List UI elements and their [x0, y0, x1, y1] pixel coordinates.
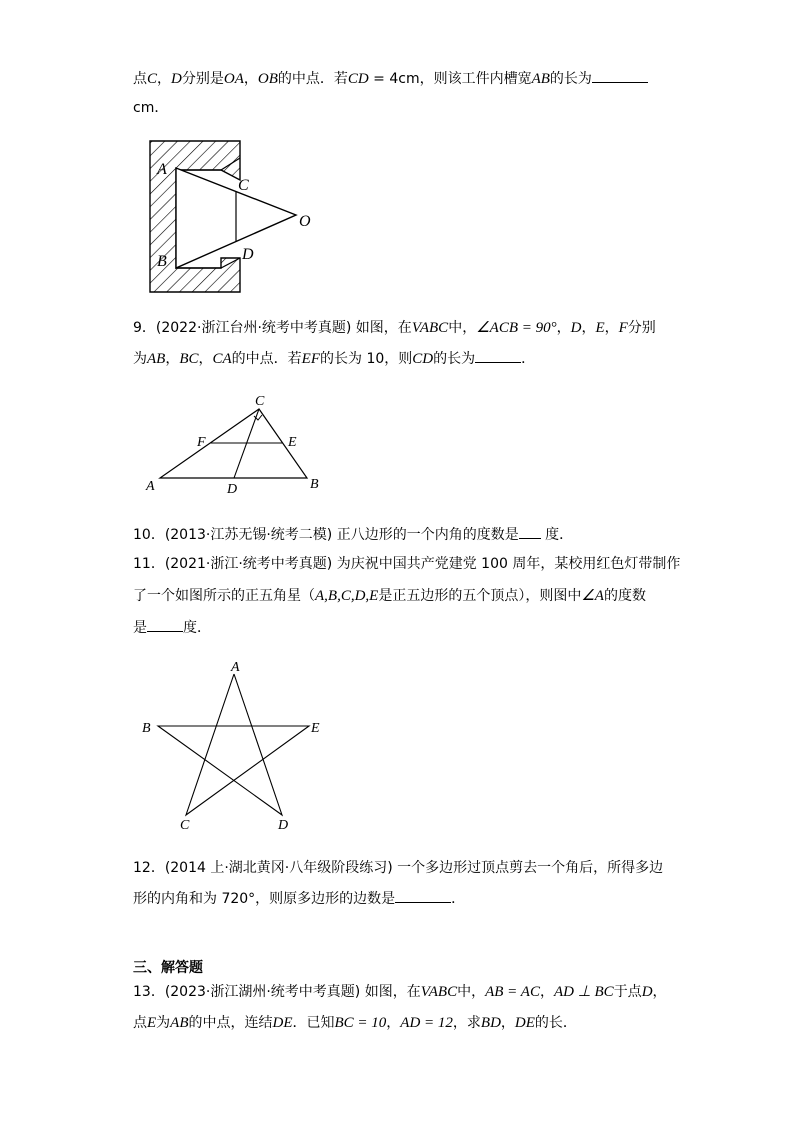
q8-text-line2: cm．	[133, 100, 169, 116]
q8-text-line1: 点C，D分别是OA，OB的中点．若CD = 4cm，则该工件内槽宽AB的长为	[133, 68, 648, 89]
q13-text-line1: 13．(2023·浙江湖州·统考中考真题) 如图，在VABC中，AB = AC，AD ⊥ BC于点D，	[133, 984, 667, 1000]
label-c: C	[180, 818, 190, 833]
label-a: A	[146, 479, 155, 494]
q11-star-figure	[142, 660, 320, 833]
q9-text-line2: 为AB，BC，CA的中点．若EF的长为 10，则CD的长为 ．	[133, 348, 535, 369]
q11-text-line3: 是 度．	[133, 617, 211, 638]
q12-text-line1: 12．(2014 上·湖北黄冈·八年级阶段练习) 一个多边形过顶点剪去一个角后，所得多边	[133, 860, 664, 876]
q11-text-line2: 了一个如图所示的正五角星（A,B,C,D,E是正五边形的五个顶点），则图中∠A的度数	[133, 588, 646, 604]
label-e: E	[288, 435, 297, 450]
answer-blank[interactable]	[519, 524, 541, 539]
pentagram	[158, 674, 309, 815]
label-c: C	[238, 177, 249, 194]
answer-blank[interactable]	[395, 888, 451, 903]
q13-text-line2: 点E为AB的中点，连结DE．已知BC = 10，AD = 12，求BD，DE的长．	[133, 1015, 577, 1031]
label-d: D	[227, 482, 238, 497]
label-a: A	[157, 161, 167, 178]
q9-triangle-figure	[145, 394, 319, 497]
q8-workpiece-figure	[150, 141, 311, 292]
q11-text-line1: 11．(2021·浙江·统考中考真题) 为庆祝中国共产党建党 100 周年，某校用红色灯带制作	[133, 556, 681, 572]
label-d: D	[242, 246, 254, 263]
label-d: D	[278, 818, 289, 833]
label-e: E	[311, 721, 320, 736]
label-a: A	[231, 660, 240, 675]
q9-text-line1: 9．(2022·浙江台州·统考中考真题) 如图，在VABC中，∠ACB = 90°，D，E，F分别	[133, 320, 656, 336]
answer-blank[interactable]	[475, 348, 521, 363]
label-c: C	[255, 394, 265, 409]
label-b: B	[142, 721, 151, 736]
label-b: B	[310, 477, 319, 492]
answer-blank[interactable]	[147, 617, 183, 632]
label-f: F	[197, 435, 206, 450]
section-heading: 三、解答题	[133, 960, 203, 976]
q12-text-line2: 形的内角和为 720°，则原多边形的边数是 ．	[133, 888, 465, 909]
q10-text: 10．(2013·江苏无锡·统考二模) 正八边形的一个内角的度数是 度．	[133, 524, 573, 545]
label-o: O	[299, 213, 311, 230]
label-b: B	[157, 253, 167, 270]
